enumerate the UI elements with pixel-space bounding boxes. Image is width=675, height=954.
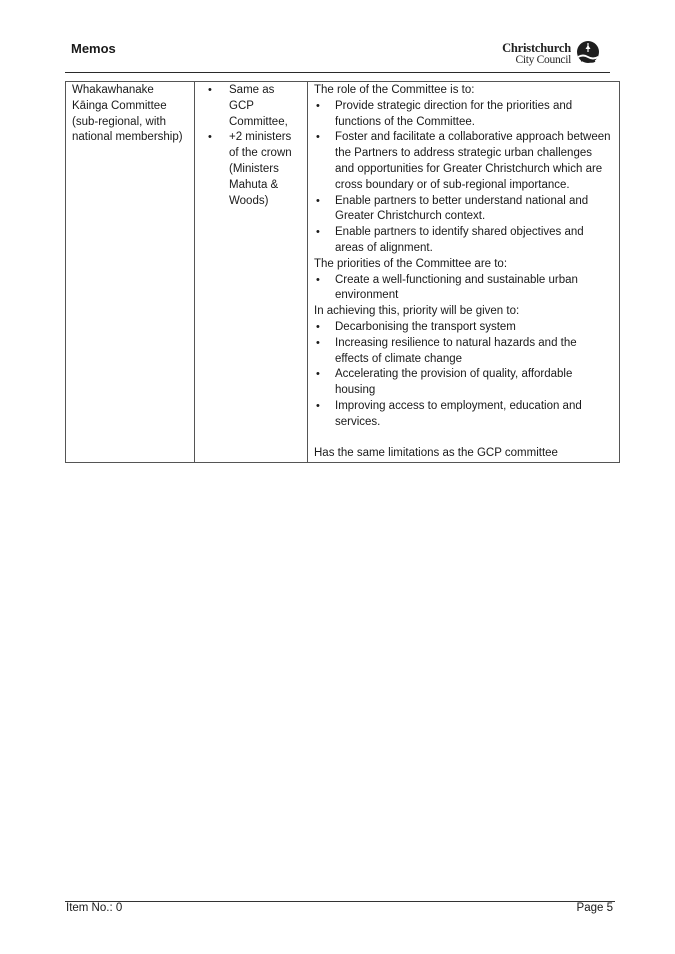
item-number: Item No.: 0 (66, 902, 123, 914)
achieving-intro: In achieving this, priority will be given to: (314, 305, 520, 318)
priorities-intro: The priorities of the Committee are to: (314, 257, 508, 270)
page-title: Memos (71, 41, 116, 56)
role-list (314, 99, 613, 257)
table-row (66, 82, 620, 463)
logo-text-line2: City Council (515, 54, 571, 66)
list-item: • Enable partners to better understand national and Greater Christchurch context. (314, 194, 613, 226)
membership-cell (195, 82, 308, 463)
page-number: Page 5 (576, 902, 613, 914)
committee-name-line: Whakawhanake (72, 84, 154, 96)
committee-name-line: Kāinga Committee (72, 99, 167, 112)
header-divider (65, 72, 610, 73)
committee-name-cell (66, 82, 195, 463)
list-item: • Improving access to employment, education and services. (314, 399, 613, 431)
membership-list (201, 83, 301, 209)
list-item: • Provide strategic direction for the priorities and functions of the Committee. (314, 99, 613, 131)
committee-name-line: (sub-regional, with (72, 115, 166, 128)
achieving-list (314, 320, 613, 431)
list-item: • Decarbonising the transport system (314, 320, 613, 336)
list-item: • Same as GCP Committee, (201, 83, 301, 130)
list-item: • Accelerating the provision of quality, affordable housing (314, 367, 613, 399)
role-cell (308, 82, 620, 463)
list-item: • Enable partners to identify shared objectives and areas of alignment. (314, 225, 613, 257)
limitations-text: Has the same limitations as the GCP committee (314, 447, 558, 460)
priorities-list (314, 273, 613, 305)
committee-table (65, 81, 620, 463)
list-item: • Increasing resilience to natural hazards and the effects of climate change (314, 336, 613, 368)
committee-name-line: national membership) (72, 131, 183, 144)
cathedral-logo-icon (575, 40, 601, 66)
blank-line (314, 431, 613, 447)
list-item: • Create a well-functioning and sustainable urban environment (314, 273, 613, 305)
footer-divider (65, 901, 615, 902)
logo-text-line1: Christchurch (502, 41, 571, 55)
list-item: • Foster and facilitate a collaborative approach between the Partners to address strategic urban challenges and opportunities for Greater Christchurch which are cross boundary or of sub-regional importance. (314, 130, 613, 193)
list-item: • +2 ministers of the crown (Ministers Mahuta & Woods) (201, 130, 301, 209)
council-logo (497, 40, 601, 70)
role-intro: The role of the Committee is to: (314, 84, 475, 96)
